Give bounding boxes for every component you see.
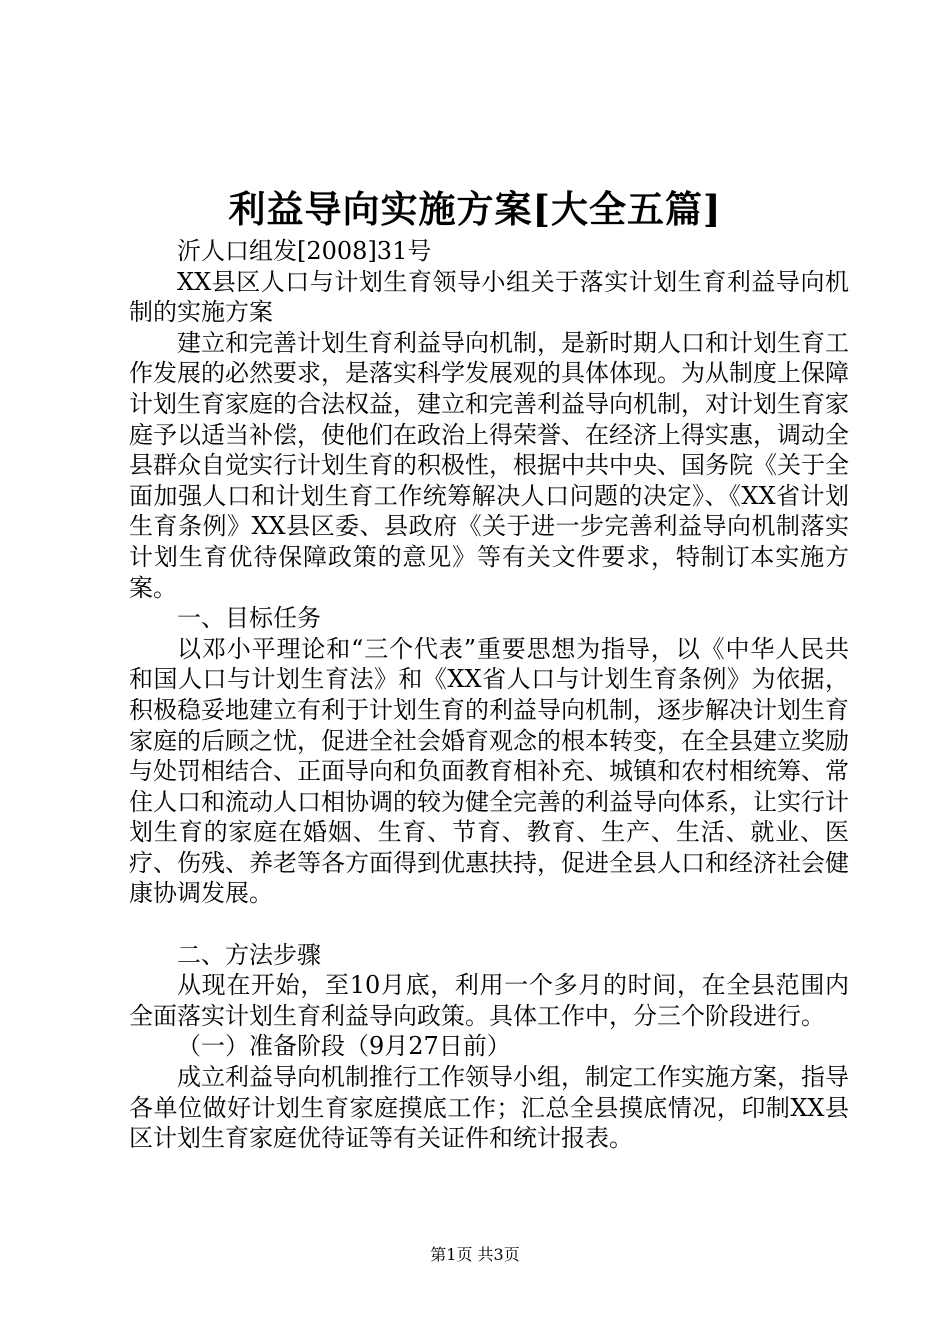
document-title: 利益导向实施方案[大全五篇] (228, 187, 722, 231)
subsection-heading-preparation: （一）准备阶段（9月27日前） (177, 1032, 511, 1061)
document-body (129, 236, 849, 1154)
page-number-footer: 第1页 共3页 (430, 1245, 520, 1264)
document-subtitle: XX县区人口与计划生育领导小组关于落实计划生育利益导向机制的实施方案 (129, 267, 849, 327)
paragraph-steps: 从现在开始，至10月底，利用一个多月的时间，在全县范围内全面落实计划生育利益导向政策。具体工作中，分三个阶段进行。 (129, 971, 849, 1030)
section-heading-steps: 二、方法步骤 (177, 940, 321, 969)
document-number: 沂人口组发[2008]31号 (177, 237, 432, 265)
section-heading-goals: 一、目标任务 (177, 604, 321, 633)
paragraph-preparation: 成立利益导向机制推行工作领导小组，制定工作实施方案，指导各单位做好计划生育家庭摸底工作；汇总全县摸底情况，印制XX县区计划生育家庭优待证等有关证件和统计报表。 (129, 1063, 849, 1153)
paragraph-goals: 以邓小平理论和“三个代表”重要思想为指导，以《中华人民共和国人口与计划生育法》和《XX省人口与计划生育条例》为依据，积极稳妥地建立有利于计划生育的利益导向机制，逐步解决计划生育家庭的后顾之忧，促进全社会婚育观念的根本转变，在全县建立奖励与处罚相结合、正面导向和负面教育相补充、城镇和农村相统筹、常住人口和流动人口相协调的较为健全完善的利益导向体系，让实行计划生育的家庭在婚姻、生育、节育、教育、生产、生活、就业、医疗、伤残、养老等各方面得到优惠扶持，促进全县人口和经济社会健康协调发展。 (129, 634, 849, 908)
paragraph-intro: 建立和完善计划生育利益导向机制，是新时期人口和计划生育工作发展的必然要求，是落实科学发展观的具体体现。为从制度上保障计划生育家庭的合法权益，建立和完善利益导向机制，对计划生育家庭予以适当补偿，使他们在政治上得荣誉、在经济上得实惠，调动全县群众自觉实行计划生育的积极性，根据中共中央、国务院《关于全面加强人口和计划生育工作统筹解决人口问题的决定》、《XX省计划生育条例》XX县区委、县政府《关于进一步完善利益导向机制落实计划生育优待保障政策的意见》等有关文件要求，特制订本实施方案。 (129, 328, 849, 602)
